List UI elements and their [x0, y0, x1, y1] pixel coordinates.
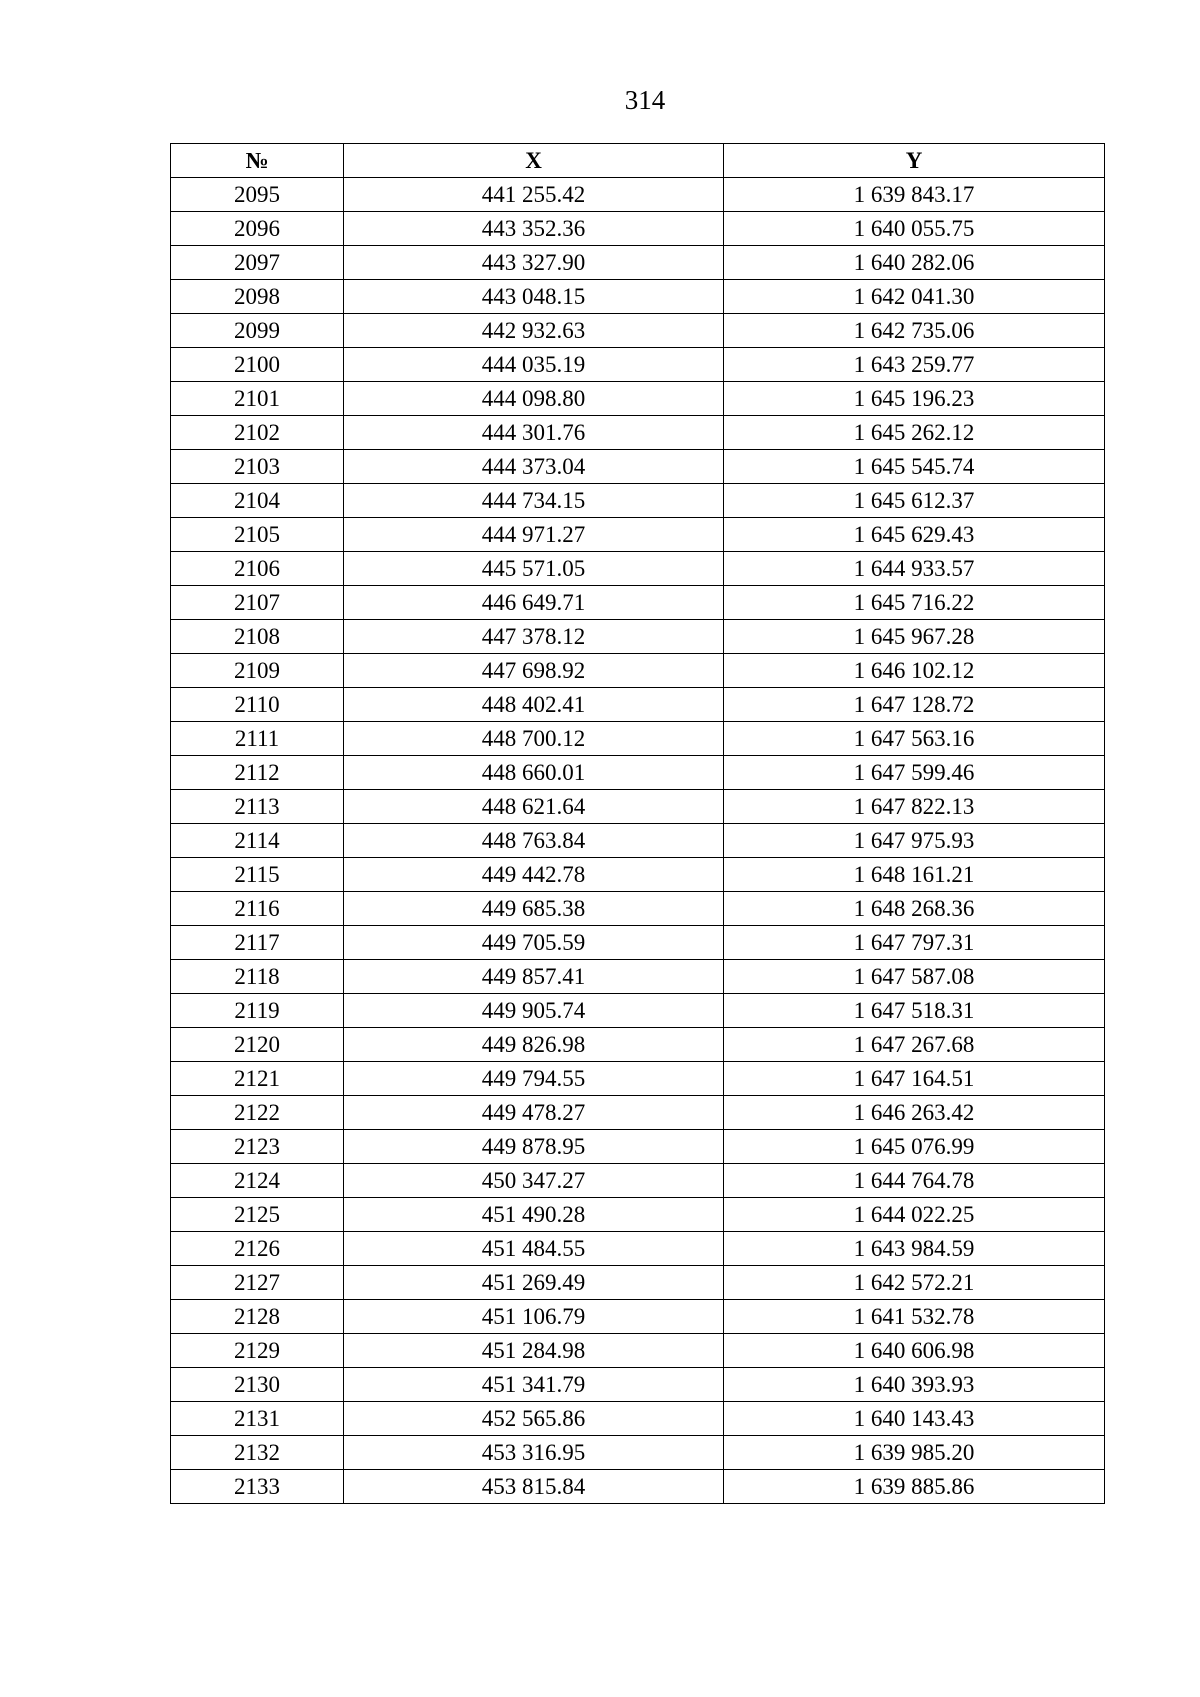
- table-row: [171, 1096, 1105, 1130]
- table-row: [171, 1402, 1105, 1436]
- cell-y: 1 640 606.98: [724, 1334, 1105, 1368]
- cell-y: 1 644 933.57: [724, 552, 1105, 586]
- cell-number: 2133: [171, 1470, 344, 1504]
- cell-x: 451 341.79: [344, 1368, 724, 1402]
- cell-y: 1 645 262.12: [724, 416, 1105, 450]
- table-row: [171, 212, 1105, 246]
- cell-number: 2122: [171, 1096, 344, 1130]
- cell-x: 449 478.27: [344, 1096, 724, 1130]
- cell-x: 444 098.80: [344, 382, 724, 416]
- cell-x: 444 734.15: [344, 484, 724, 518]
- cell-x: 447 698.92: [344, 654, 724, 688]
- cell-x: 449 826.98: [344, 1028, 724, 1062]
- cell-x: 449 685.38: [344, 892, 724, 926]
- table-row: [171, 756, 1105, 790]
- cell-y: 1 640 143.43: [724, 1402, 1105, 1436]
- cell-y: 1 645 629.43: [724, 518, 1105, 552]
- cell-y: 1 648 161.21: [724, 858, 1105, 892]
- cell-x: 449 878.95: [344, 1130, 724, 1164]
- cell-number: 2115: [171, 858, 344, 892]
- cell-x: 443 327.90: [344, 246, 724, 280]
- cell-number: 2121: [171, 1062, 344, 1096]
- table-row: [171, 552, 1105, 586]
- cell-number: 2107: [171, 586, 344, 620]
- cell-y: 1 643 259.77: [724, 348, 1105, 382]
- cell-y: 1 644 764.78: [724, 1164, 1105, 1198]
- header-x: X: [344, 144, 724, 178]
- page-number: 314: [624, 85, 666, 115]
- cell-x: 451 484.55: [344, 1232, 724, 1266]
- cell-y: 1 644 022.25: [724, 1198, 1105, 1232]
- table-row: [171, 1198, 1105, 1232]
- table-row: [171, 1130, 1105, 1164]
- cell-x: 448 700.12: [344, 722, 724, 756]
- cell-y: 1 648 268.36: [724, 892, 1105, 926]
- cell-number: 2129: [171, 1334, 344, 1368]
- cell-number: 2095: [171, 178, 344, 212]
- cell-number: 2111: [171, 722, 344, 756]
- cell-y: 1 646 263.42: [724, 1096, 1105, 1130]
- cell-y: 1 647 518.31: [724, 994, 1105, 1028]
- table-row: [171, 620, 1105, 654]
- cell-number: 2104: [171, 484, 344, 518]
- cell-x: 446 649.71: [344, 586, 724, 620]
- cell-x: 451 490.28: [344, 1198, 724, 1232]
- cell-y: 1 645 196.23: [724, 382, 1105, 416]
- cell-number: 2101: [171, 382, 344, 416]
- cell-x: 444 373.04: [344, 450, 724, 484]
- cell-y: 1 647 267.68: [724, 1028, 1105, 1062]
- cell-number: 2116: [171, 892, 344, 926]
- table-row: [171, 246, 1105, 280]
- table-row: [171, 1164, 1105, 1198]
- cell-y: 1 645 612.37: [724, 484, 1105, 518]
- cell-y: 1 643 984.59: [724, 1232, 1105, 1266]
- cell-x: 442 932.63: [344, 314, 724, 348]
- table-row: [171, 280, 1105, 314]
- cell-y: 1 647 822.13: [724, 790, 1105, 824]
- cell-x: 451 284.98: [344, 1334, 724, 1368]
- table-row: [171, 858, 1105, 892]
- table-row: [171, 790, 1105, 824]
- table-row: [171, 1368, 1105, 1402]
- table-row: [171, 1334, 1105, 1368]
- cell-x: 443 352.36: [344, 212, 724, 246]
- cell-y: 1 639 985.20: [724, 1436, 1105, 1470]
- cell-number: 2125: [171, 1198, 344, 1232]
- cell-y: 1 647 587.08: [724, 960, 1105, 994]
- coordinates-table: [170, 143, 1105, 1504]
- cell-y: 1 645 545.74: [724, 450, 1105, 484]
- table-row: [171, 382, 1105, 416]
- table-row: [171, 586, 1105, 620]
- cell-number: 2120: [171, 1028, 344, 1062]
- cell-x: 449 442.78: [344, 858, 724, 892]
- table-row: [171, 994, 1105, 1028]
- cell-y: 1 647 563.16: [724, 722, 1105, 756]
- cell-number: 2110: [171, 688, 344, 722]
- cell-y: 1 647 164.51: [724, 1062, 1105, 1096]
- cell-number: 2114: [171, 824, 344, 858]
- cell-y: 1 642 572.21: [724, 1266, 1105, 1300]
- cell-y: 1 647 128.72: [724, 688, 1105, 722]
- table-row: [171, 518, 1105, 552]
- cell-y: 1 640 282.06: [724, 246, 1105, 280]
- cell-number: 2108: [171, 620, 344, 654]
- cell-x: 441 255.42: [344, 178, 724, 212]
- cell-number: 2119: [171, 994, 344, 1028]
- cell-number: 2118: [171, 960, 344, 994]
- cell-number: 2098: [171, 280, 344, 314]
- cell-x: 448 763.84: [344, 824, 724, 858]
- cell-x: 453 815.84: [344, 1470, 724, 1504]
- cell-y: 1 645 967.28: [724, 620, 1105, 654]
- table-row: [171, 960, 1105, 994]
- cell-y: 1 647 599.46: [724, 756, 1105, 790]
- table-row: [171, 1028, 1105, 1062]
- cell-number: 2113: [171, 790, 344, 824]
- table-row: [171, 722, 1105, 756]
- cell-x: 443 048.15: [344, 280, 724, 314]
- cell-number: 2096: [171, 212, 344, 246]
- table-body: [171, 178, 1105, 1504]
- table-row: [171, 1470, 1105, 1504]
- table-row: [171, 688, 1105, 722]
- table-header-row: [171, 144, 1105, 178]
- table-row: [171, 1266, 1105, 1300]
- table-row: [171, 348, 1105, 382]
- cell-y: 1 646 102.12: [724, 654, 1105, 688]
- cell-y: 1 640 055.75: [724, 212, 1105, 246]
- table-row: [171, 178, 1105, 212]
- cell-number: 2102: [171, 416, 344, 450]
- table-row: [171, 654, 1105, 688]
- cell-number: 2132: [171, 1436, 344, 1470]
- header-y: Y: [724, 144, 1105, 178]
- cell-x: 447 378.12: [344, 620, 724, 654]
- cell-number: 2106: [171, 552, 344, 586]
- cell-y: 1 640 393.93: [724, 1368, 1105, 1402]
- table-row: [171, 892, 1105, 926]
- cell-x: 448 402.41: [344, 688, 724, 722]
- cell-x: 449 794.55: [344, 1062, 724, 1096]
- table-row: [171, 450, 1105, 484]
- table-row: [171, 1436, 1105, 1470]
- table-row: [171, 1300, 1105, 1334]
- header-number: №: [171, 144, 344, 178]
- cell-number: 2128: [171, 1300, 344, 1334]
- cell-y: 1 645 076.99: [724, 1130, 1105, 1164]
- cell-x: 453 316.95: [344, 1436, 724, 1470]
- cell-number: 2127: [171, 1266, 344, 1300]
- cell-x: 450 347.27: [344, 1164, 724, 1198]
- table-row: [171, 1062, 1105, 1096]
- cell-number: 2100: [171, 348, 344, 382]
- table-row: [171, 926, 1105, 960]
- cell-number: 2105: [171, 518, 344, 552]
- cell-y: 1 645 716.22: [724, 586, 1105, 620]
- cell-y: 1 647 797.31: [724, 926, 1105, 960]
- cell-y: 1 642 735.06: [724, 314, 1105, 348]
- cell-x: 444 301.76: [344, 416, 724, 450]
- cell-x: 448 660.01: [344, 756, 724, 790]
- cell-number: 2126: [171, 1232, 344, 1266]
- cell-y: 1 641 532.78: [724, 1300, 1105, 1334]
- cell-x: 445 571.05: [344, 552, 724, 586]
- table-row: [171, 1232, 1105, 1266]
- cell-x: 448 621.64: [344, 790, 724, 824]
- cell-y: 1 639 885.86: [724, 1470, 1105, 1504]
- table-row: [171, 824, 1105, 858]
- table-row: [171, 484, 1105, 518]
- cell-y: 1 647 975.93: [724, 824, 1105, 858]
- cell-number: 2097: [171, 246, 344, 280]
- cell-number: 2112: [171, 756, 344, 790]
- cell-x: 444 035.19: [344, 348, 724, 382]
- cell-number: 2130: [171, 1368, 344, 1402]
- cell-number: 2131: [171, 1402, 344, 1436]
- cell-x: 449 905.74: [344, 994, 724, 1028]
- cell-y: 1 639 843.17: [724, 178, 1105, 212]
- cell-x: 449 705.59: [344, 926, 724, 960]
- cell-y: 1 642 041.30: [724, 280, 1105, 314]
- table-row: [171, 314, 1105, 348]
- cell-x: 449 857.41: [344, 960, 724, 994]
- cell-number: 2123: [171, 1130, 344, 1164]
- table-row: [171, 416, 1105, 450]
- cell-number: 2109: [171, 654, 344, 688]
- cell-number: 2117: [171, 926, 344, 960]
- cell-number: 2099: [171, 314, 344, 348]
- cell-number: 2103: [171, 450, 344, 484]
- cell-x: 451 269.49: [344, 1266, 724, 1300]
- cell-x: 451 106.79: [344, 1300, 724, 1334]
- cell-number: 2124: [171, 1164, 344, 1198]
- cell-x: 444 971.27: [344, 518, 724, 552]
- cell-x: 452 565.86: [344, 1402, 724, 1436]
